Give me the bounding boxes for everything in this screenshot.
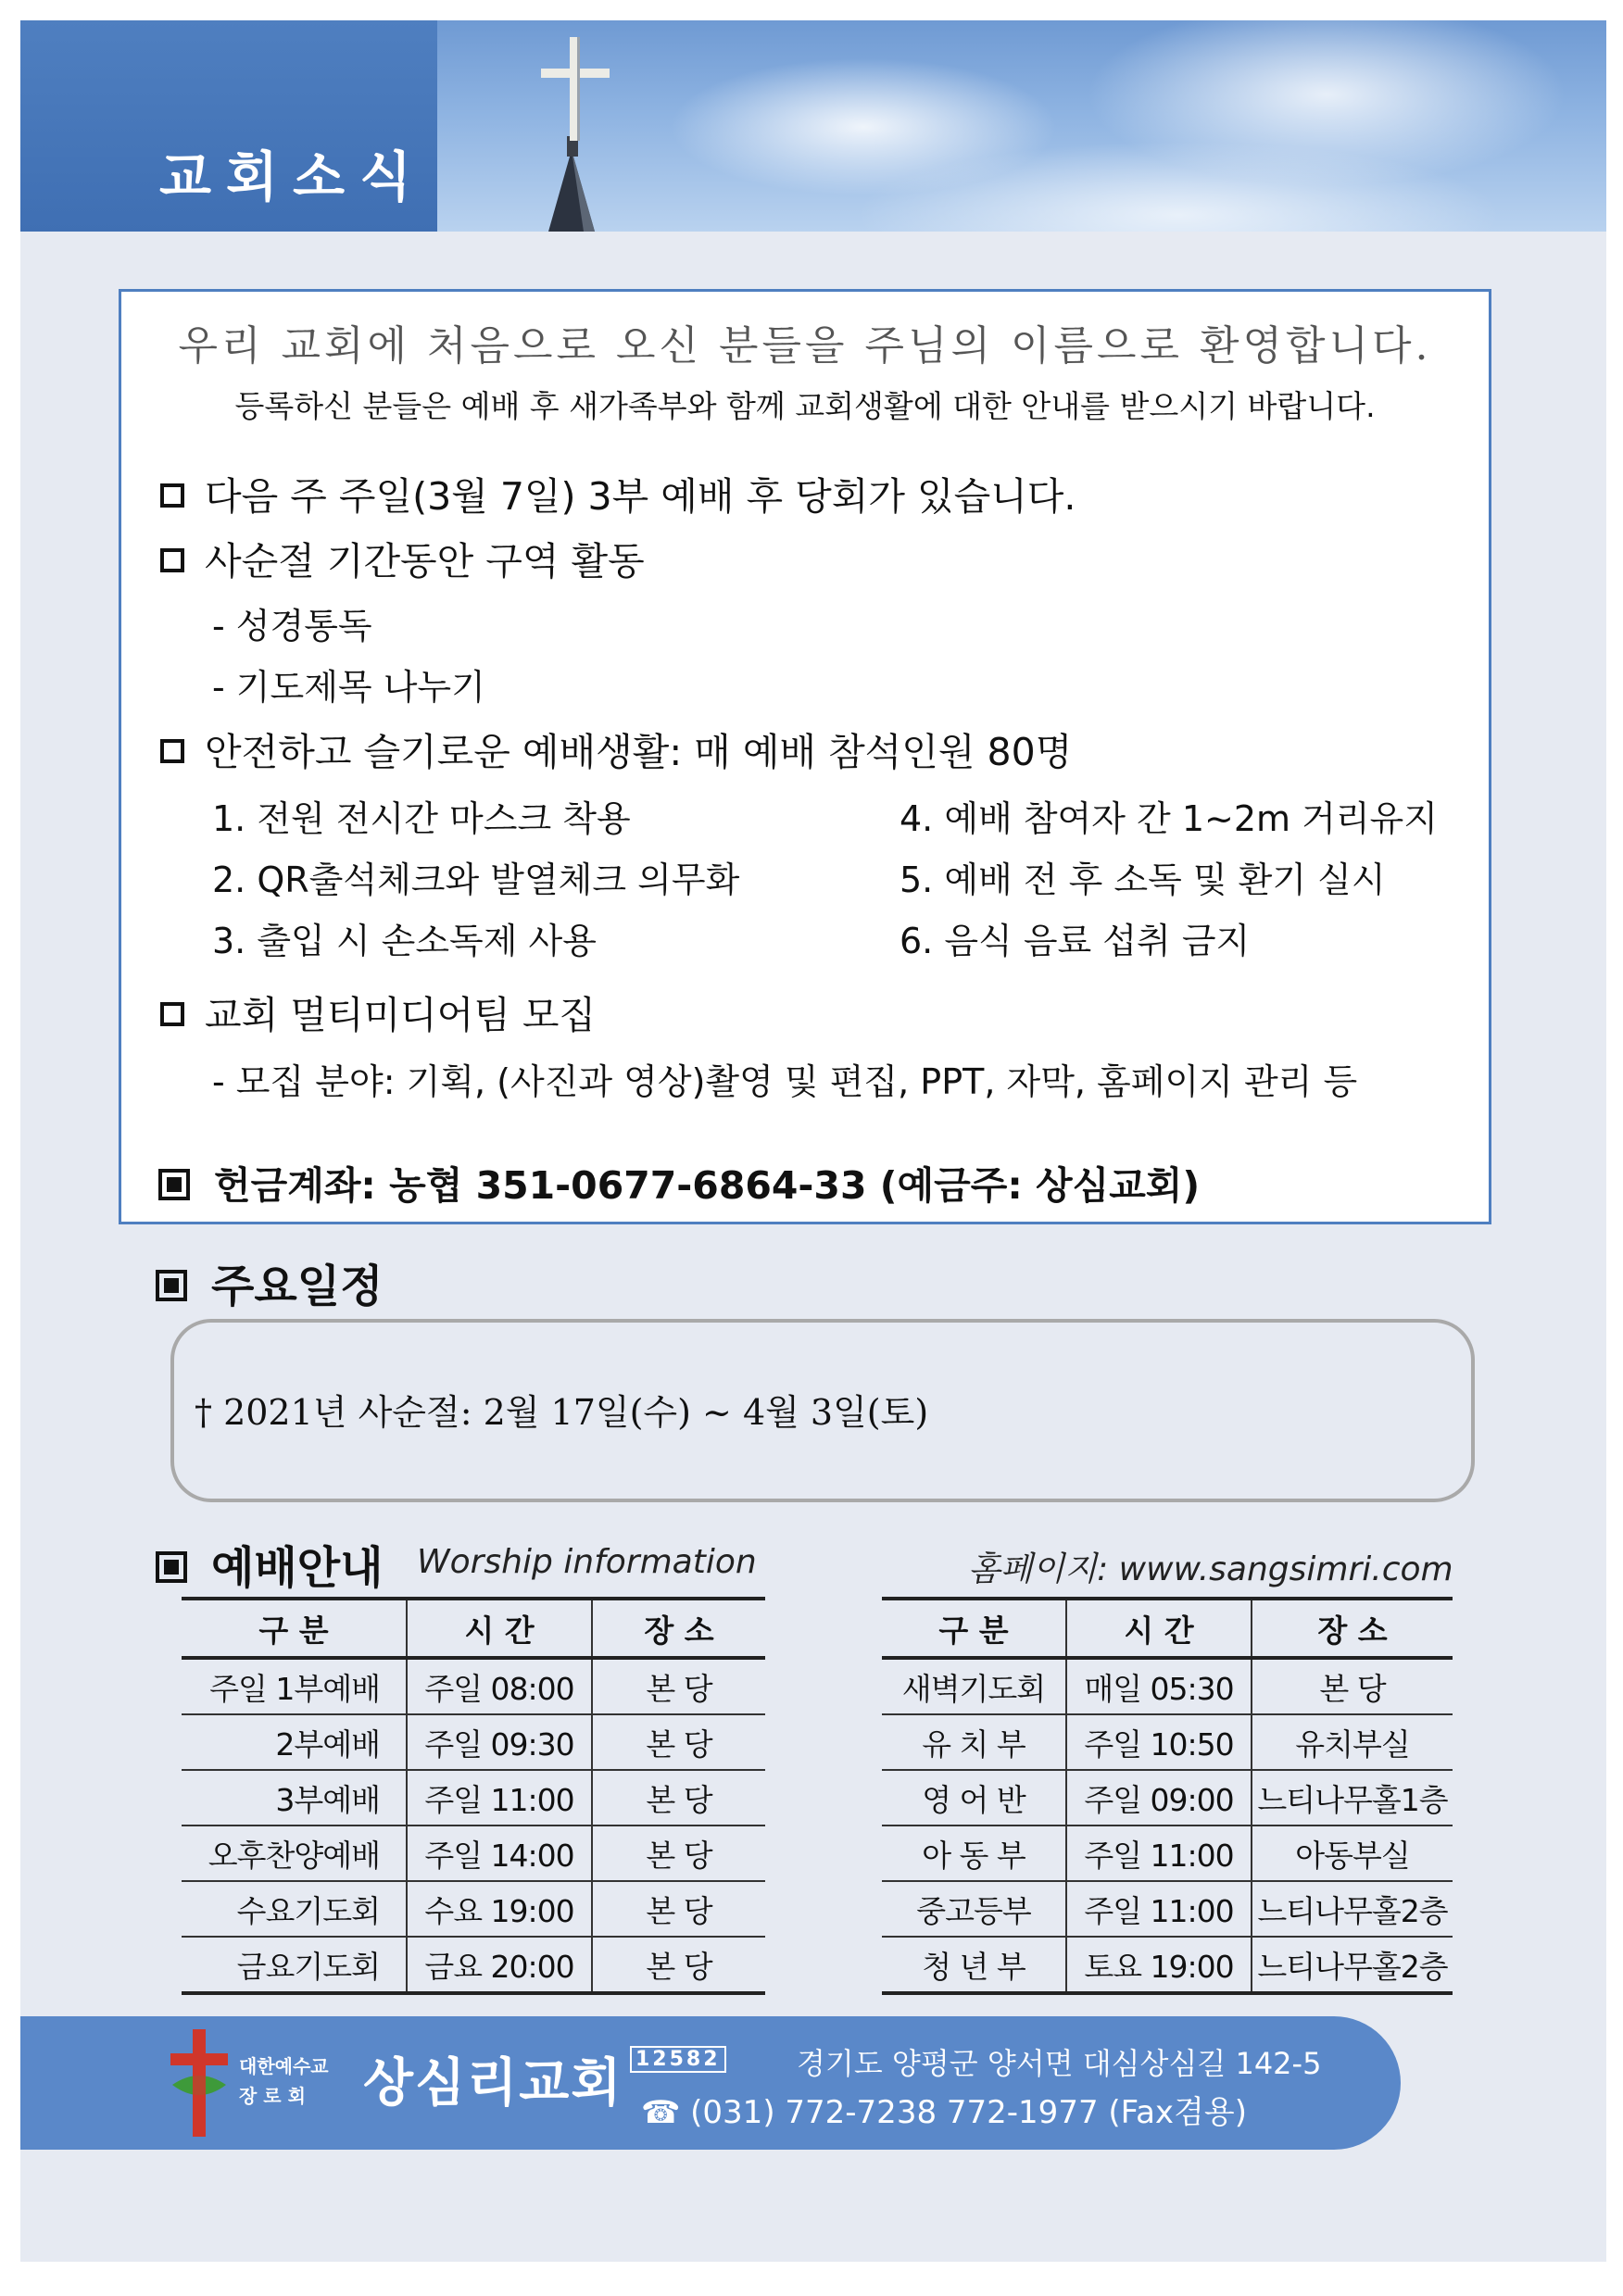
table-row: [882, 1714, 1453, 1770]
cross-steeple-icon: [484, 20, 669, 232]
zip-code: 12582: [630, 2046, 726, 2073]
safety-rule: 4. 예배 참여자 간 1~2m 거리유지: [900, 798, 1438, 839]
table-cell: 느티나무홀1층: [1252, 1770, 1453, 1826]
multimedia-fields: - 모집 분야: 기획, (사진과 영상)촬영 및 편집, PPT, 자막, 홈페이지 관리 등: [212, 1061, 1358, 1102]
table-cell: 본 당: [592, 1937, 765, 1993]
filled-square-icon: [156, 1270, 187, 1301]
table-cell: 주일 11:00: [1066, 1881, 1252, 1937]
column-header: 장 소: [1252, 1599, 1453, 1658]
table-cell: 주일 14:00: [407, 1826, 592, 1881]
filled-square-icon: [156, 1551, 187, 1583]
header-banner: [20, 20, 1606, 232]
table-cell: 본 당: [592, 1826, 765, 1881]
table-cell: 유 치 부: [882, 1714, 1066, 1770]
table-cell: 2부예배: [182, 1714, 407, 1770]
table-cell: 느티나무홀2층: [1252, 1937, 1453, 1993]
schedule-title: 주요일정: [156, 1250, 383, 1314]
table-row: [882, 1826, 1453, 1881]
table-cell: 오후찬양예배: [182, 1826, 407, 1881]
table-header-row: [882, 1599, 1453, 1658]
table-cell: 주일 11:00: [1066, 1826, 1252, 1881]
footer-banner: [20, 2016, 1401, 2150]
worship-table-departments: [882, 1597, 1453, 1995]
table-cell: 본 당: [592, 1658, 765, 1714]
safety-rule: 3. 출입 시 손소독제 사용: [212, 921, 597, 961]
table-row: [182, 1826, 765, 1881]
worship-title: 예배안내: [156, 1532, 383, 1596]
table-cell: 아동부실: [1252, 1826, 1453, 1881]
table-header-row: [182, 1599, 765, 1658]
table-row: [182, 1937, 765, 1993]
table-cell: 토요 19:00: [1066, 1937, 1252, 1993]
safety-rule: 2. QR출석체크와 발열체크 의무화: [212, 859, 740, 900]
table-cell: 본 당: [592, 1714, 765, 1770]
safety-rule: 5. 예배 전 후 소독 및 환기 실시: [900, 859, 1386, 900]
worship-subtitle: Worship information: [417, 1543, 757, 1581]
church-phone: ☎ (031) 772-7238 772-1977 (Fax겸용): [641, 2094, 1247, 2131]
column-header: 구 분: [882, 1599, 1066, 1658]
checkbox-square-icon: [160, 739, 184, 763]
table-cell: 주일 08:00: [407, 1658, 592, 1714]
welcome-guide: 등록하신 분들은 예배 후 새가족부와 함께 교회생활에 대한 안내를 받으시기 바랍니다.: [234, 388, 1376, 424]
table-cell: 금요기도회: [182, 1937, 407, 1993]
filled-square-icon: [158, 1169, 190, 1200]
checkbox-square-icon: [160, 548, 184, 572]
offering-account: 헌금계좌: 농협 351-0677-6864-33 (예금주: 상심교회): [158, 1155, 1200, 1210]
schedule-box: [170, 1319, 1475, 1502]
table-cell: 아 동 부: [882, 1826, 1066, 1881]
notice-item-safety: 안전하고 슬기로운 예배생활: 매 예배 참석인원 80명: [160, 721, 1072, 776]
column-header: 구 분: [182, 1599, 407, 1658]
notice-item-meeting: 다음 주 주일(3월 7일) 3부 예배 후 당회가 있습니다.: [160, 466, 1076, 521]
table-row: [182, 1714, 765, 1770]
table-cell: 주일 11:00: [407, 1770, 592, 1826]
church-name: 상심리교회: [363, 2053, 623, 2114]
table-cell: 3부예배: [182, 1770, 407, 1826]
homepage-address: 홈페이지: www.sangsimri.com: [968, 1550, 1453, 1588]
table-row: [182, 1770, 765, 1826]
table-cell: 주일 1부예배: [182, 1658, 407, 1714]
notice-box: [119, 289, 1491, 1224]
table-cell: 느티나무홀2층: [1252, 1881, 1453, 1937]
table-row: [882, 1937, 1453, 1993]
column-header: 시 간: [407, 1599, 592, 1658]
safety-rule: 1. 전원 전시간 마스크 착용: [212, 798, 631, 839]
table-cell: 금요 20:00: [407, 1937, 592, 1993]
column-header: 장 소: [592, 1599, 765, 1658]
table-cell: 본 당: [1252, 1658, 1453, 1714]
table-row: [882, 1770, 1453, 1826]
church-cross-logo-icon: [167, 2029, 232, 2137]
checkbox-square-icon: [160, 1002, 184, 1026]
welcome-message: 우리 교회에 처음으로 오신 분들을 주님의 이름으로 환영합니다.: [178, 322, 1432, 370]
notice-item-multimedia: 교회 멀티미디어팀 모집: [160, 985, 596, 1039]
checkbox-square-icon: [160, 483, 184, 508]
lent-activity-2: - 기도제목 나누기: [212, 667, 485, 708]
table-cell: 본 당: [592, 1770, 765, 1826]
page-title: 교회소식: [159, 145, 427, 208]
table-cell: 중고등부: [882, 1881, 1066, 1937]
table-cell: 수요기도회: [182, 1881, 407, 1937]
notice-item-lent: 사순절 기간동안 구역 활동: [160, 531, 645, 585]
safety-rule: 6. 음식 음료 섭취 금지: [900, 921, 1251, 961]
table-row: [182, 1881, 765, 1937]
table-cell: 영 어 반: [882, 1770, 1066, 1826]
table-cell: 유치부실: [1252, 1714, 1453, 1770]
table-row: [882, 1658, 1453, 1714]
column-header: 시 간: [1066, 1599, 1252, 1658]
lent-activity-1: - 성경통독: [212, 606, 372, 646]
worship-table-main: [182, 1597, 765, 1995]
table-row: [182, 1658, 765, 1714]
table-cell: 본 당: [592, 1881, 765, 1937]
table-cell: 수요 19:00: [407, 1881, 592, 1937]
table-cell: 새벽기도회: [882, 1658, 1066, 1714]
table-cell: 주일 10:50: [1066, 1714, 1252, 1770]
table-cell: 매일 05:30: [1066, 1658, 1252, 1714]
table-cell: 주일 09:30: [407, 1714, 592, 1770]
church-address: 경기도 양평군 양서면 대심상심길 142-5: [797, 2046, 1322, 2081]
table-row: [882, 1881, 1453, 1937]
denomination: 대한예수교 장 로 회: [239, 2055, 329, 2107]
schedule-entry: † 2021년 사순절: 2월 17일(수) ~ 4월 3일(토): [195, 1392, 929, 1433]
table-cell: 청 년 부: [882, 1937, 1066, 1993]
table-cell: 주일 09:00: [1066, 1770, 1252, 1826]
